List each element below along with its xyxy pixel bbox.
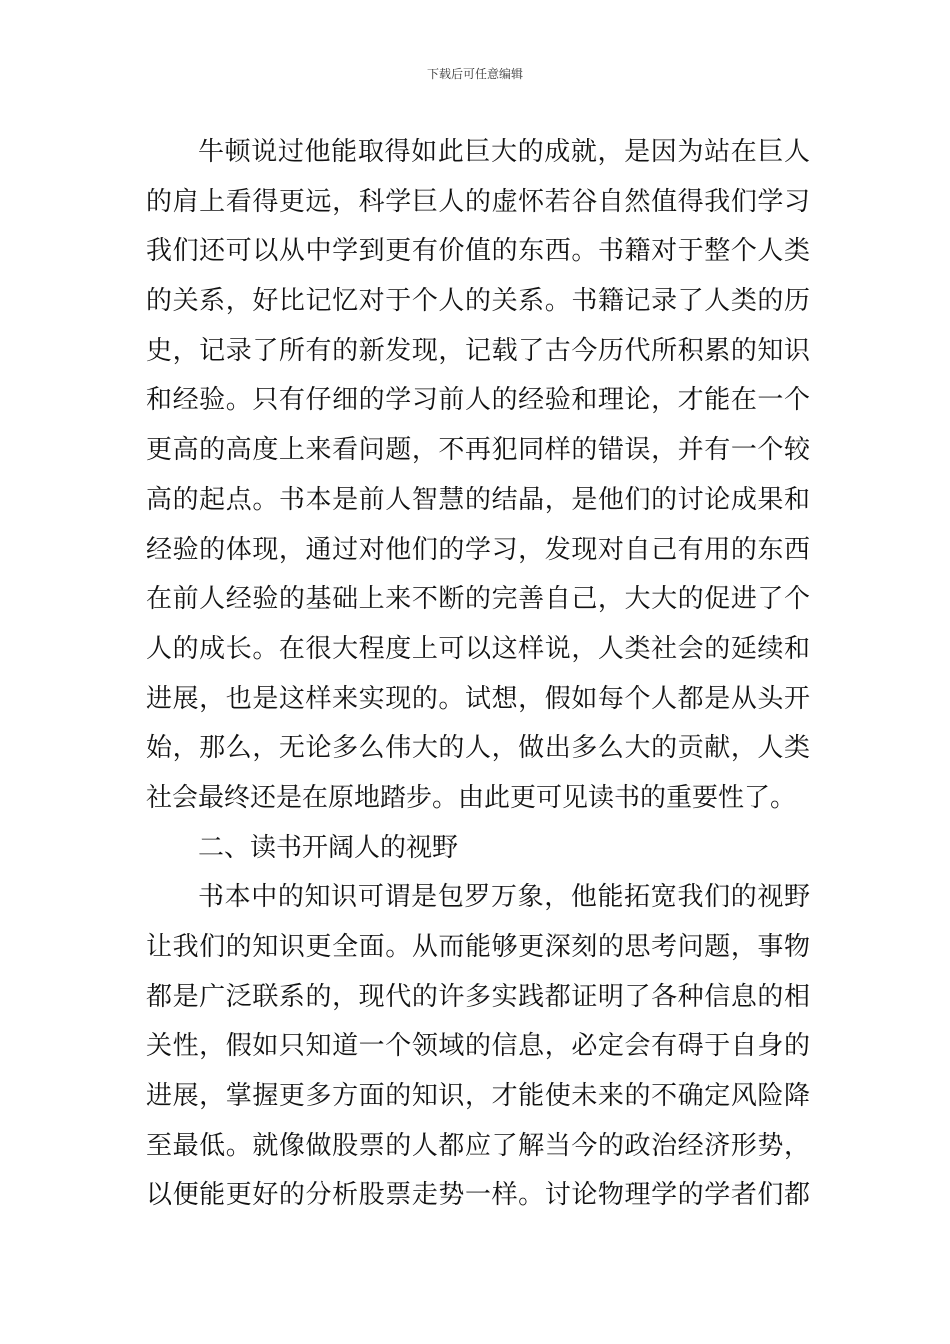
text-line: 高的起点。书本是前人智慧的结晶，是他们的讨论成果和 [146, 484, 810, 515]
text-line: 进展，也是这样来实现的。试想，假如每个人都是从头开 [146, 683, 810, 714]
text-line: 进展，掌握更多方面的知识，才能使未来的不确定风险降 [146, 1081, 810, 1112]
text-line: 经验的体现，通过对他们的学习，发现对自己有用的东西 [146, 534, 810, 565]
text-line: 的肩上看得更远，科学巨人的虚怀若谷自然值得我们学习 [146, 186, 810, 217]
text-line: 以便能更好的分析股票走势一样。讨论物理学的学者们都 [146, 1180, 810, 1211]
text-line: 始，那么，无论多么伟大的人，做出多么大的贡献，人类 [146, 733, 810, 764]
text-line: 我们还可以从中学到更有价值的东西。书籍对于整个人类 [146, 236, 810, 267]
text-line: 在前人经验的基础上来不断的完善自己，大大的促进了个 [146, 584, 810, 615]
text-line: 牛顿说过他能取得如此巨大的成就，是因为站在巨人 [198, 137, 810, 167]
text-line: 更高的高度上来看问题，不再犯同样的错误，并有一个较 [146, 435, 810, 466]
document-body [146, 128, 810, 1221]
text-line: 都是广泛联系的，现代的许多实践都证明了各种信息的相 [146, 981, 810, 1012]
text-line: 让我们的知识更全面。从而能够更深刻的思考问题，事物 [146, 932, 810, 962]
text-line: 人的成长。在很大程度上可以这样说，人类社会的延续和 [146, 633, 810, 664]
section-heading: 二、读书开阔人的视野 [198, 832, 459, 863]
page-header: 下载后可任意编辑 [426, 67, 523, 81]
text-line: 书本中的知识可谓是包罗万象，他能拓宽我们的视野 [198, 882, 810, 913]
text-line: 社会最终还是在原地踏步。由此更可见读书的重要性了。 [146, 782, 797, 813]
text-line: 史，记录了所有的新发现，记载了古今历代所积累的知识 [146, 335, 810, 366]
text-line: 关性，假如只知道一个领域的信息，必定会有碍于自身的 [146, 1031, 810, 1062]
text-line: 和经验。只有仔细的学习前人的经验和理论，才能在一个 [146, 385, 810, 416]
text-line: 至最低。就像做股票的人都应了解当今的政治经济形势， [146, 1130, 810, 1161]
text-line: 的关系，好比记忆对于个人的关系。书籍记录了人类的历 [146, 286, 810, 317]
